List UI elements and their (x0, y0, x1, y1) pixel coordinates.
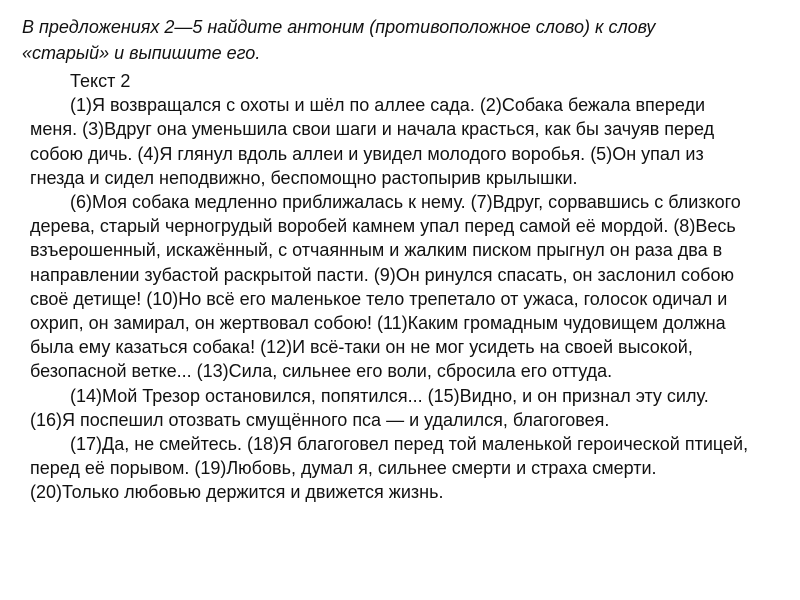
task-line-2: «старый» и выпишите его. (22, 43, 261, 63)
task-line-1: В предложениях 2—5 найдите антоним (противоположное слово) к слову (22, 17, 656, 37)
paragraph-2: (6)Моя собака медленно приближалась к нему. (7)Вдруг, сорвавшись с близкого дерева, старый черногрудый воробей камнем упал перед самой её мордой. (8)Весь взъерошенный, искажённый, с отчаянным и жалким писком прыгнул он раза два в направлении зубастой раскрытой пасти. (9)Он ринулся спасать, он заслонил собою своё детище! (10)Но всё его маленькое тело трепетало от ужаса, голосок одичал и охрип, он замирал, он жертвовал собою! (11)Каким громадным чудовищем должна была ему казаться собака! (12)И всё-таки он не мог усидеть на своей высокой, безопасной ветке... (13)Сила, сильнее его воли, сбросила его оттуда. (30, 192, 741, 382)
paragraph-1: (1)Я возвращался с охоты и шёл по аллее сада. (2)Собака бежала впереди меня. (3)Вдруг она уменьшила свои шаги и начала красться, как бы зачуяв перед собою дичь. (4)Я глянул вдоль аллеи и увидел молодого воробья. (5)Он упал из гнезда и сидел неподвижно, беспомощно растопырив крылышки. (30, 95, 715, 188)
text-body (30, 69, 750, 505)
paragraph-4: (17)Да, не смейтесь. (18)Я благоговел перед той маленькой героической птицей, перед её порывом. (19)Любовь, думал я, сильнее смерти и страха смерти. (20)Только любовью держится и движется жизнь. (30, 434, 749, 503)
paragraph-3: (14)Мой Трезор остановился, попятился... (15)Видно, и он признал эту силу. (16)Я поспешил отозвать смущённого пса — и удалился, благоговея. (30, 385, 709, 430)
text-title: Текст 2 (70, 71, 131, 91)
task-instruction (22, 14, 782, 66)
